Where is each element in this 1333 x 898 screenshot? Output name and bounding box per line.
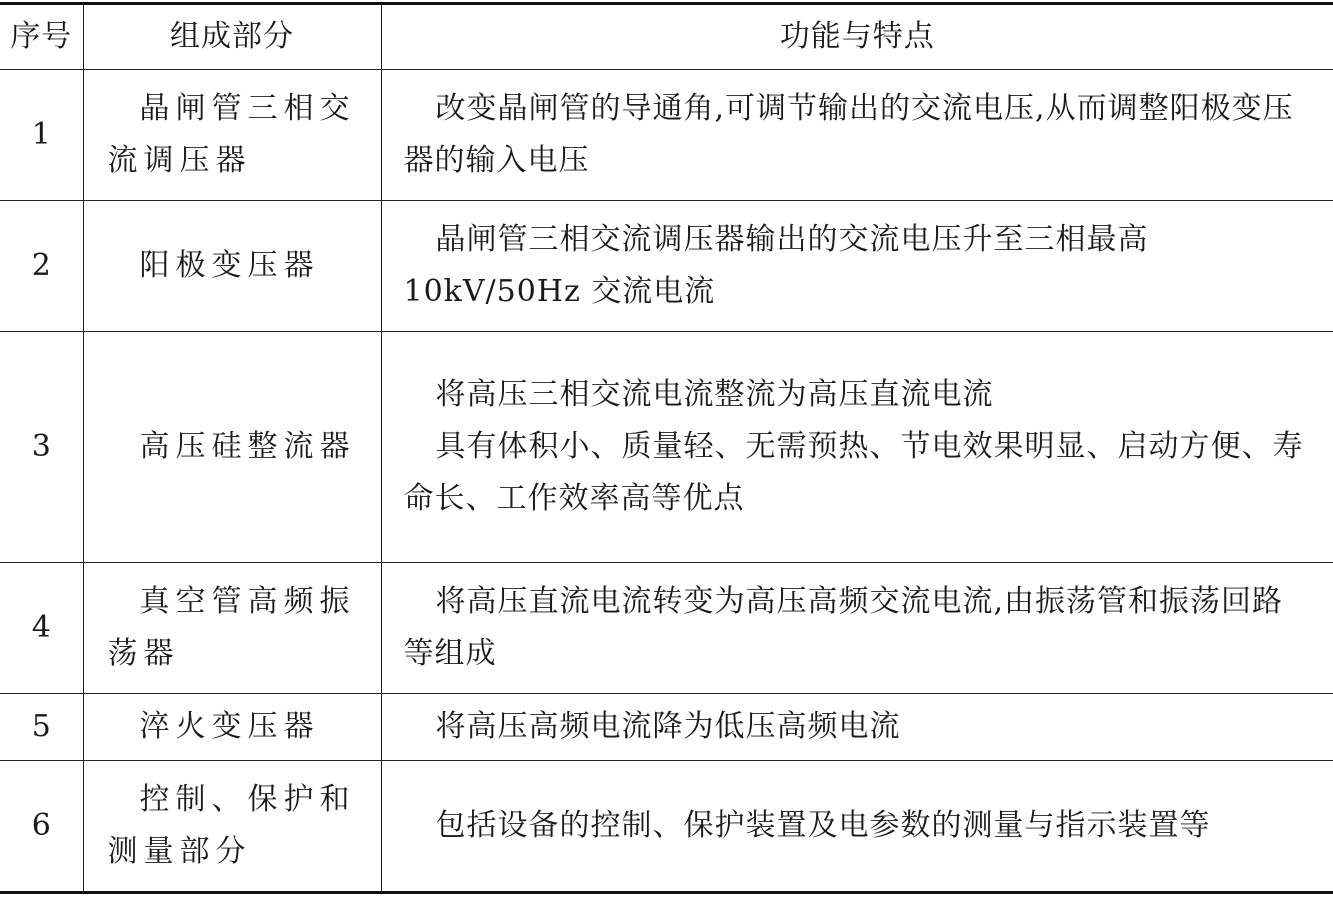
row-function xyxy=(381,694,1333,761)
header-function: 功能与特点 xyxy=(381,4,1333,70)
row-function xyxy=(381,332,1333,563)
function-text: 改变晶闸管的导通角,可调节输出的交流电压,从而调整阳极变压器的输入电压 xyxy=(403,91,1294,178)
table-row xyxy=(0,761,1333,893)
row-part: 淬火变压器 xyxy=(83,694,381,761)
header-row xyxy=(0,4,1333,70)
row-part: 高压硅整流器 xyxy=(83,332,381,563)
row-part: 阳极变压器 xyxy=(83,201,381,332)
row-function xyxy=(381,201,1333,332)
table-row xyxy=(0,70,1333,201)
row-part: 晶闸管三相交流调压器 xyxy=(83,70,381,201)
row-index: 4 xyxy=(0,563,83,694)
function-text: 晶闸管三相交流调压器输出的交流电压升至三相最高 10kV/50Hz 交流电流 xyxy=(403,222,1149,309)
header-part: 组成部分 xyxy=(83,4,381,70)
row-index: 6 xyxy=(0,761,83,893)
table-row xyxy=(0,332,1333,563)
function-text: 将高压直流电流转变为高压高频交流电流,由振荡管和振荡回路等组成 xyxy=(403,584,1284,671)
row-part: 真空管高频振荡器 xyxy=(83,563,381,694)
row-index: 5 xyxy=(0,694,83,761)
row-index: 3 xyxy=(0,332,83,563)
function-text: 将高压三相交流电流整流为高压直流电流 xyxy=(435,377,994,412)
table-row xyxy=(0,694,1333,761)
row-index: 1 xyxy=(0,70,83,201)
function-text: 将高压高频电流降为低压高频电流 xyxy=(435,709,901,744)
header-index: 序号 xyxy=(0,4,83,70)
components-table xyxy=(0,2,1333,894)
function-text: 具有体积小、质量轻、无需预热、节电效果明显、启动方便、寿命长、工作效率高等优点 xyxy=(403,429,1304,516)
row-function xyxy=(381,761,1333,893)
table-row xyxy=(0,563,1333,694)
function-text: 包括设备的控制、保护装置及电参数的测量与指示装置等 xyxy=(435,808,1211,843)
row-function xyxy=(381,70,1333,201)
row-part: 控制、保护和测量部分 xyxy=(83,761,381,893)
row-index: 2 xyxy=(0,201,83,332)
table-row xyxy=(0,201,1333,332)
row-function xyxy=(381,563,1333,694)
